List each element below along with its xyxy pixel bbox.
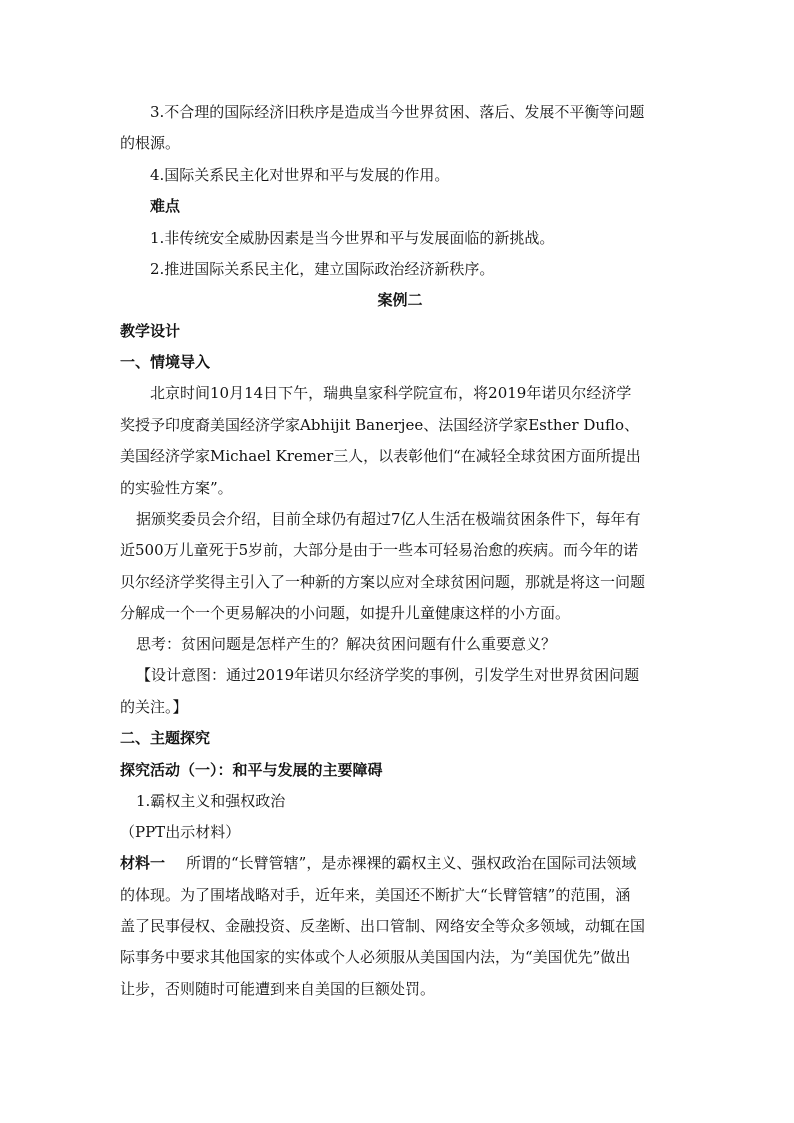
committee-paragraph-line-2: 近500万儿童死于5岁前，大部分是由于一些本可轻易治愈的疾病。而今年的诺 (120, 541, 639, 559)
material-1-line-1: 所谓的“长臂管辖”，是赤裸裸的霸权主义、强权政治在国际司法领域 (186, 854, 637, 872)
material-1-line-4: 际事务中要求其他国家的实体或个人必须服从美国国内法，为“美国优先”做出 (120, 948, 631, 966)
committee-paragraph-line-3: 贝尔经济学奖得主引入了一种新的方案以应对全球贫困问题，那就是将这一问题 (120, 573, 646, 591)
intro-paragraph-line-3: 美国经济学家Michael Kremer三人，以表彰他们“在减轻全球贫困方面所提出 (120, 447, 641, 465)
section-heading-intro: 一、情境导入 (120, 353, 211, 371)
difficulty-item-2: 2.推进国际关系民主化，建立国际政治经济新秩序。 (150, 260, 495, 278)
material-1-line-2: 的体现。为了围堵战略对手，近年来，美国还不断扩大“长臂管辖”的范围，涵 (120, 886, 631, 904)
intro-paragraph-line-2: 奖授予印度裔美国经济学家Abhijit Banerjee、法国经济学家Esther Duflo、 (120, 416, 640, 434)
intro-paragraph-line-1: 北京时间10月14日下午，瑞典皇家科学院宣布，将2019年诺贝尔经济学 (150, 384, 632, 402)
material-1-line-3: 盖了民事侵权、金融投资、反垄断、出口管制、网络安全等众多领域，动辄在国 (120, 917, 646, 935)
case-title: 案例二 (377, 291, 423, 309)
material-1-line-5: 让步，否则随时可能遭到来自美国的巨额处罚。 (120, 980, 436, 998)
committee-paragraph-line-1: 据颁奖委员会介绍，目前全球仍有超过7亿人生活在极端贫困条件下，每年有 (136, 510, 641, 528)
ppt-note: （PPT出示材料） (120, 823, 241, 841)
design-intent-line-1: 【设计意图：通过2019年诺贝尔经济学奖的事例，引发学生对世界贫困问题 (136, 666, 640, 684)
difficulty-heading: 难点 (150, 197, 181, 215)
goal-item-3-line-2: 的根源。 (120, 134, 181, 152)
section-heading-theme-inquiry: 二、主题探究 (120, 729, 211, 747)
section-heading-teaching-design: 教学设计 (120, 322, 181, 340)
difficulty-item-1: 1.非传统安全威胁因素是当今世界和平与发展面临的新挑战。 (150, 229, 555, 247)
design-intent-line-2: 的关注。】 (120, 698, 188, 716)
intro-paragraph-line-4: 的实验性方案”。 (120, 479, 233, 497)
goal-item-3-line-1: 3.不合理的国际经济旧秩序是造成当今世界贫困、落后、发展不平衡等问题 (150, 103, 645, 121)
committee-paragraph-line-4: 分解成一个一个更易解决的小问题，如提升儿童健康这样的小方面。 (120, 604, 571, 622)
thinking-question: 思考：贫困问题是怎样产生的？解决贫困问题有什么重要意义？ (136, 635, 557, 653)
material-label-1: 材料一 (120, 854, 166, 872)
subtopic-hegemonism: 1.霸权主义和强权政治 (136, 792, 286, 810)
activity-heading-1: 探究活动（一）：和平与发展的主要障碍 (120, 761, 383, 779)
goal-item-4: 4.国际关系民主化对世界和平与发展的作用。 (150, 166, 450, 184)
